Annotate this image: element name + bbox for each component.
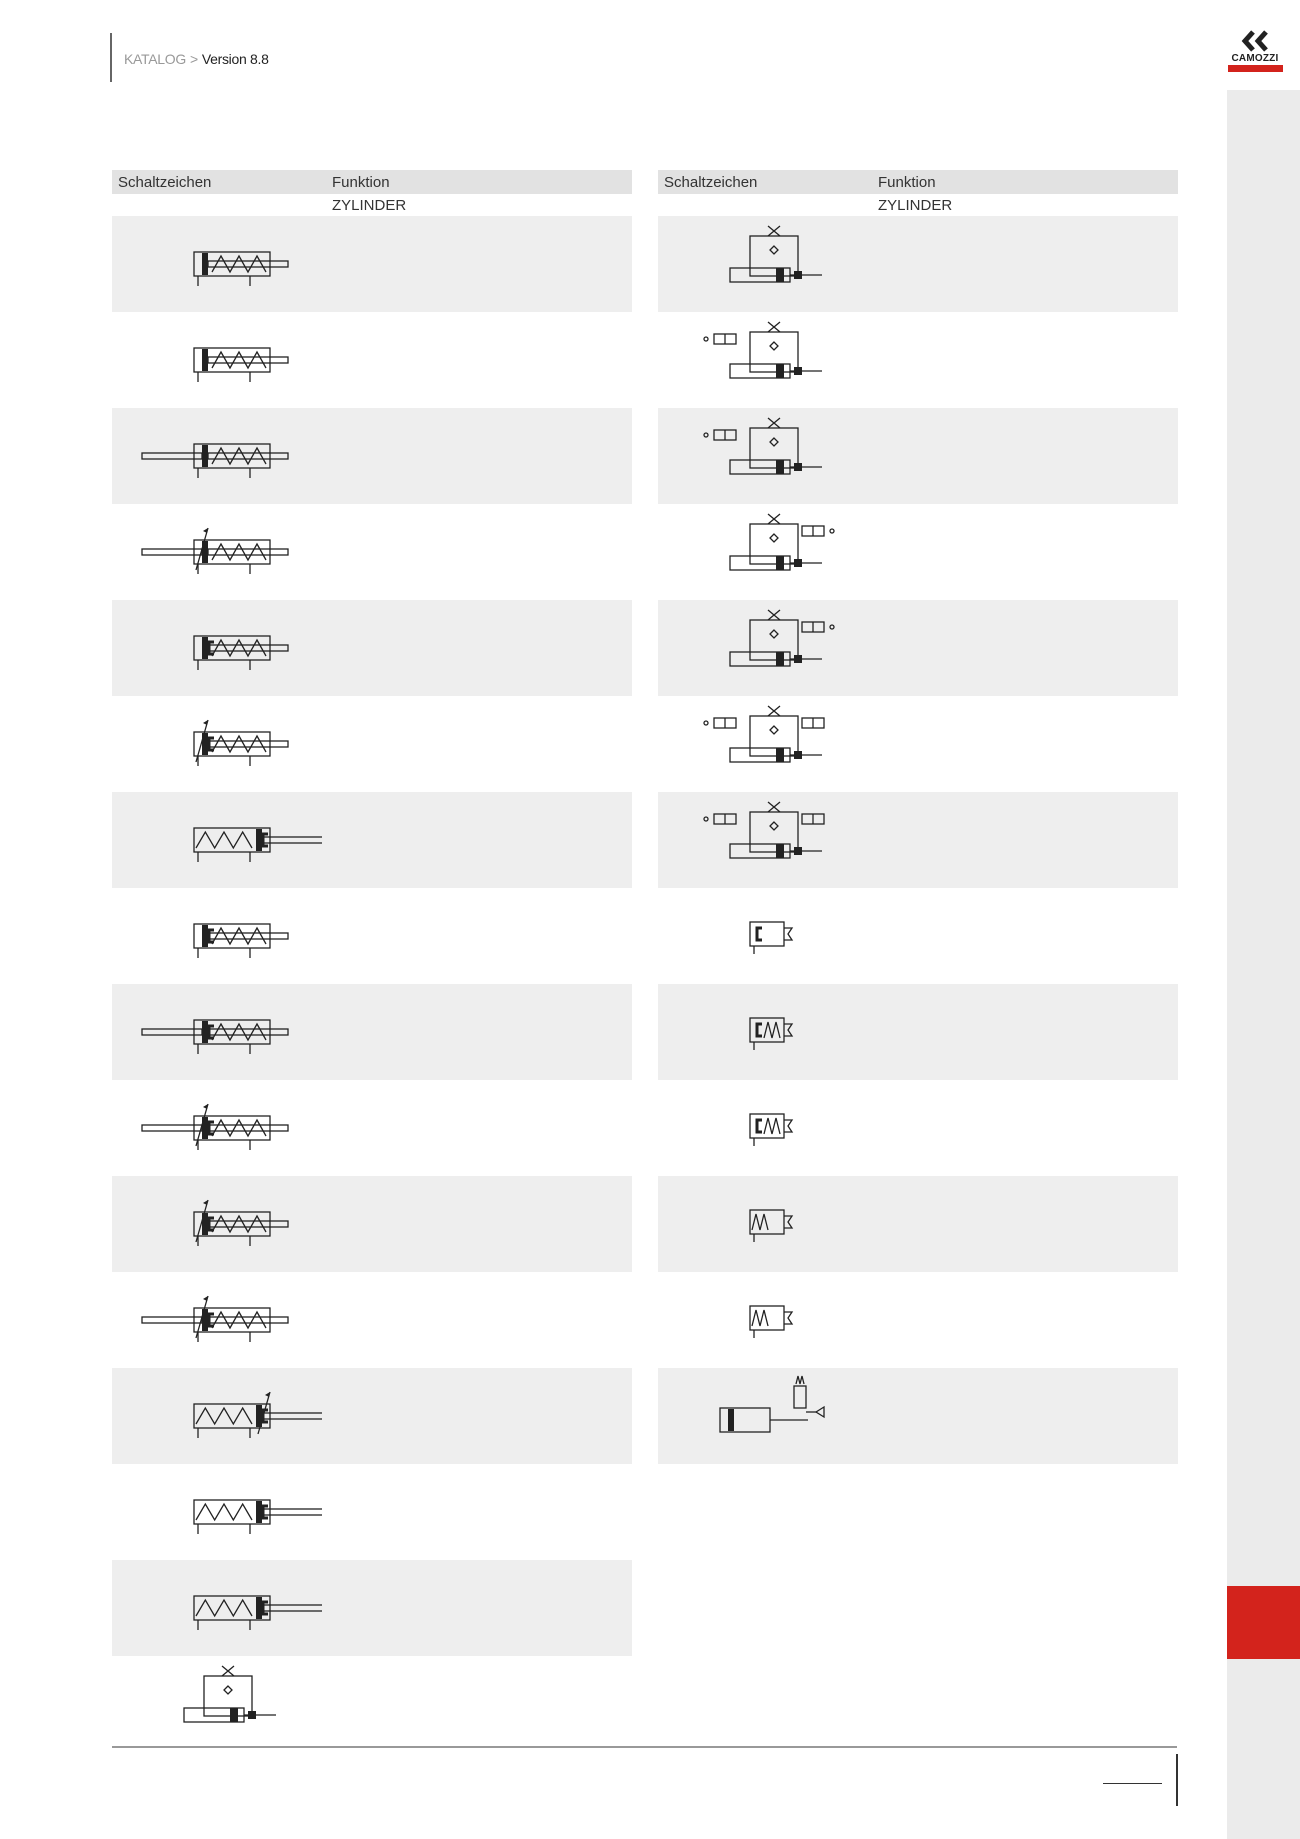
cylinder-spring-return-through-rod-icon: [112, 408, 322, 504]
table-row: [658, 792, 1178, 888]
cylinder-flow-control-double-valve-icon: [658, 696, 868, 792]
logo-text: CAMOZZI: [1231, 53, 1279, 64]
table-row: [112, 888, 632, 984]
cylinder-spring-return-magnetic-adjustable-icon: [112, 696, 322, 792]
cylinder-spring-return-magnetic-icon: [112, 600, 322, 696]
cylinder-spring-return-magnetic-adjustable-2-icon: [112, 1176, 322, 1272]
category-row: [112, 194, 632, 216]
cylinder-flow-control-valve-right-icon: [658, 504, 868, 600]
table-row: [658, 1368, 1178, 1464]
table-row: [112, 504, 632, 600]
header-symbol: Schaltzeichen: [664, 174, 758, 191]
cylinder-spring-extend-magnetic-adjustable-icon: [112, 1368, 322, 1464]
cylinder-spring-return-magnetic-through-rod-adjustable-icon: [112, 1080, 322, 1176]
table-row: [112, 312, 632, 408]
gripper-magnetic-spring-icon: [658, 984, 868, 1080]
table-row: [658, 600, 1178, 696]
cylinder-with-pressure-valve-icon: [658, 1368, 868, 1464]
table-row: [658, 696, 1178, 792]
header-rule: [110, 33, 112, 82]
cylinder-spring-return-magnetic-through-rod-adjustable-2-icon: [112, 1272, 322, 1368]
breadcrumb-root-link[interactable]: KATALOG: [124, 51, 186, 67]
table-row: [658, 408, 1178, 504]
category-label: ZYLINDER: [332, 197, 407, 214]
table-row: [658, 888, 1178, 984]
cylinder-spring-return-open-icon: [112, 312, 322, 408]
section-tab-marker[interactable]: [1227, 1586, 1300, 1659]
symbol-table-right: [658, 170, 1178, 1464]
cylinder-flow-control-double-valve-2-icon: [658, 792, 868, 888]
cylinder-spring-return-magnetic-open-icon: [112, 888, 322, 984]
cylinder-spring-return-through-rod-adjustable-icon: [112, 504, 322, 600]
table-row: [112, 216, 632, 312]
footer-rule: [112, 1746, 1177, 1748]
camozzi-ck-logo-icon: [1239, 30, 1271, 52]
table-row: [112, 1560, 632, 1656]
gripper-spring-magnetic-icon: [658, 1080, 868, 1176]
gripper-spring-icon: [658, 1176, 868, 1272]
table-row: [112, 600, 632, 696]
table-row: [658, 1080, 1178, 1176]
breadcrumb-separator: >: [189, 51, 198, 67]
table-header: [658, 170, 1178, 194]
footer-vertical-rule: [1176, 1754, 1178, 1806]
right-sidebar: [1227, 0, 1300, 1839]
table-row: [112, 1368, 632, 1464]
table-row: [112, 1080, 632, 1176]
cylinder-spring-extend-rod-eye-2-icon: [112, 1560, 322, 1656]
cylinder-flow-control-valve-icon: [658, 312, 868, 408]
breadcrumb-current: Version 8.8: [201, 51, 269, 67]
table-row: [112, 792, 632, 888]
cylinder-flow-control-valve-right-2-icon: [658, 600, 868, 696]
table-row: [658, 312, 1178, 408]
header-symbol: Schaltzeichen: [118, 174, 212, 191]
table-row: [112, 696, 632, 792]
table-row: [112, 1176, 632, 1272]
cylinder-flow-control-valve-2-icon: [658, 408, 868, 504]
category-row: [658, 194, 1178, 216]
header-function: Funktion: [332, 174, 390, 191]
cylinder-spring-return-icon: [112, 216, 322, 312]
breadcrumb: [124, 51, 269, 67]
table-row: [658, 216, 1178, 312]
table-row: [112, 1272, 632, 1368]
header-function: Funktion: [878, 174, 936, 191]
table-row: [112, 1464, 632, 1560]
logo-red-bar: [1228, 65, 1283, 72]
symbol-table-left: [112, 170, 632, 1752]
cylinder-spring-extend-magnetic-icon: [112, 792, 322, 888]
cylinder-flow-control-icon: [112, 1656, 322, 1752]
table-row: [658, 504, 1178, 600]
table-row: [658, 984, 1178, 1080]
table-header: [112, 170, 632, 194]
table-row: [658, 1272, 1178, 1368]
cylinder-spring-return-magnetic-through-rod-icon: [112, 984, 322, 1080]
table-row: [112, 1656, 632, 1752]
gripper-magnetic-icon: [658, 888, 868, 984]
cylinder-spring-extend-rod-eye-icon: [112, 1464, 322, 1560]
table-row: [112, 408, 632, 504]
camozzi-logo[interactable]: [1226, 30, 1284, 76]
table-row: [112, 984, 632, 1080]
cylinder-flow-control-sensor-icon: [658, 216, 868, 312]
category-label: ZYLINDER: [878, 197, 953, 214]
table-row: [658, 1176, 1178, 1272]
gripper-spring-2-icon: [658, 1272, 868, 1368]
page-number-line: [1103, 1783, 1162, 1784]
